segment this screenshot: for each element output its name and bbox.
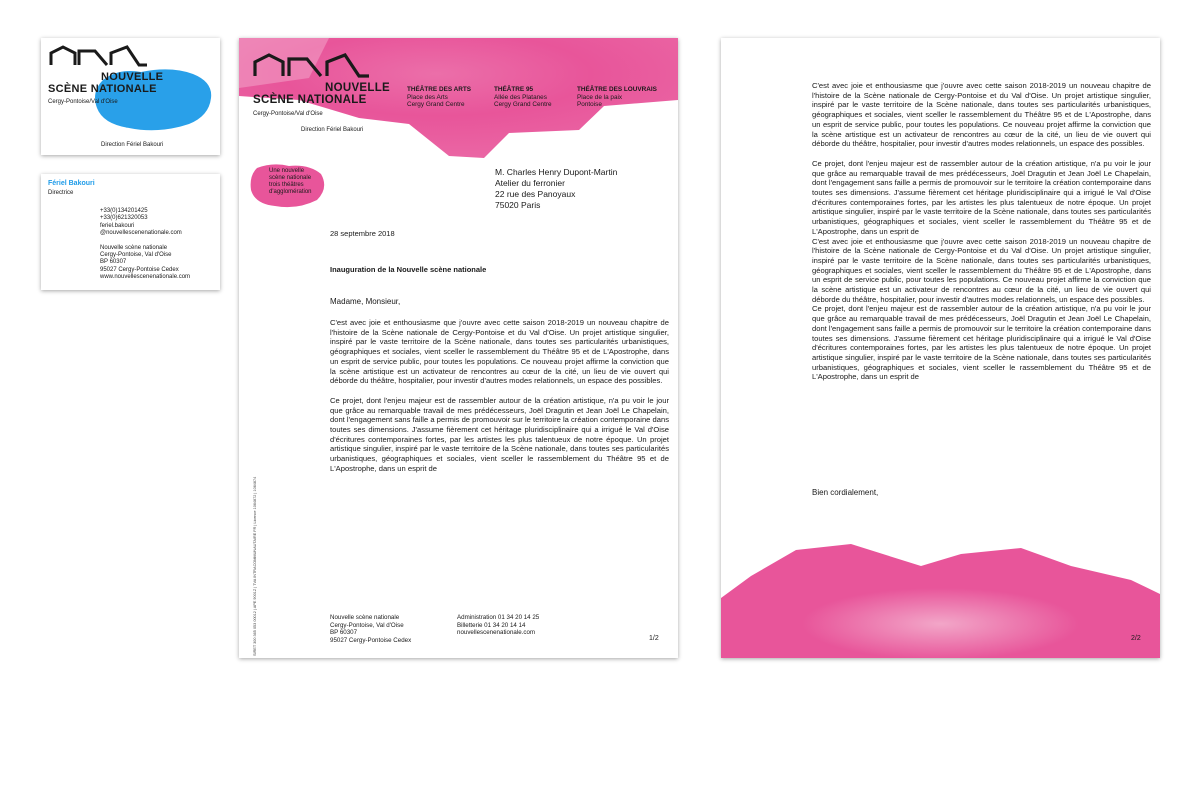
venue-2-line1: Allée des Platanes <box>494 93 547 101</box>
card-addr4: 95027 Cergy-Pontoise Cedex <box>100 266 179 273</box>
card-addr1: Nouvelle scène nationale <box>100 244 168 251</box>
logo-icon <box>253 50 383 80</box>
letter-brand-line2: SCÈNE NATIONALE <box>253 94 367 106</box>
logo-icon <box>49 43 169 71</box>
letter-brand-line1: NOUVELLE <box>325 82 391 94</box>
card-email-domain: @nouvellescenenationale.com <box>100 230 182 237</box>
card-brand-line2: SCÈNE NATIONALE <box>48 83 157 95</box>
page2-paragraph-1: C'est avec joie et enthousiasme que j'ouvre avec cette saison 2018-2019 un nouveau chapitre de l'histoire de la Scène nationale de Cergy-Pontoise et du Val d'Oise. Un projet artistique singulier, inspiré par le vaste territoire de la Scène nationale, dans toutes ses particularités urbanistiques, géographiques et sociales, vient sceller le rassemblement du Théâtre 95 et de L'Apostrophe, dans un esprit de service public, pour toutes les populations. Ce nouveau projet affirme la conviction que la scène artistique est un activateur de rencontres au cœur de la cité, un lieu de vie ouvert qui déborde du théâtre, hospitalier, pour investir d'autres modes relationnels, un espace des possibles. <box>812 81 1151 149</box>
letter-body-page1 <box>330 318 669 484</box>
venue-3-line2: Pontoise <box>577 101 602 109</box>
letter-closing: Bien cordialement, <box>812 488 879 497</box>
card-email-user: feriel.bakouri <box>100 222 135 229</box>
venue-1 <box>407 86 471 109</box>
page2-paragraph-2: Ce projet, dont l'enjeu majeur est de rassembler autour de la création artistique, n'a pu voir le jour que grâce au remarquable travail de mes prédécesseurs, Joël Dragutin et Jean Joël Le Chapelain, dont l'engagement sans faille a permis de promouvoir sur le territoire la création contemporaine dans toutes ses dimensions. J'assume fièrement cet héritage pluridisciplinaire qui a irrigué le Val d'Oise d'écritures contemporaines fortes, par les artistes les plus talentueux de notre époque. Un projet artistique singulier, inspiré par le vaste territoire de la Scène nationale, dans toutes ses particularités urbanistiques, géographiques et sociales, vient sceller le rassemblement du Théâtre 95 et de L'Apostrophe, dans un esprit de <box>812 158 1151 236</box>
tagline-line4: d'agglomération <box>269 189 312 195</box>
venue-1-line2: Cergy Grand Centre <box>407 101 465 109</box>
footer-addr1: Nouvelle scène nationale <box>330 614 400 621</box>
page2-paragraph-4: Ce projet, dont l'enjeu majeur est de rassembler autour de la création artistique, n'a pu voir le jour que grâce au remarquable travail de mes prédécesseurs, Joël Dragutin et Jean Joël Le Chapelain, dont l'engagement sans faille a permis de promouvoir sur le territoire la création contemporaine dans toutes ses dimensions. J'assume fièrement cet héritage pluridisciplinaire qui a irrigué le Val d'Oise d'écritures contemporaines fortes, par les artistes les plus talentueux de notre époque. Un projet artistique singulier, inspiré par le vaste territoire de la Scène nationale, dans toutes ses particularités urbanistiques, géographiques et sociales, vient sceller le rassemblement du Théâtre 95 et de L'Apostrophe, dans un esprit de <box>812 304 1151 382</box>
letter-brand-subtitle: Cergy-Pontoise/Val d'Oise <box>253 111 323 117</box>
recipient-address <box>495 167 617 211</box>
card-contacts <box>100 208 190 282</box>
footer-addr3: BP 60307 <box>330 629 358 637</box>
recipient-line3: 22 rue des Panoyaux <box>495 189 576 199</box>
card-phone2: +33(0)621320053 <box>100 215 148 222</box>
letter-page-2 <box>721 38 1160 658</box>
page-number-2: 2/2 <box>1131 635 1141 642</box>
card-phone1: +33(0)134201425 <box>100 208 148 214</box>
footer-contacts <box>457 614 539 637</box>
card-brand-line1: NOUVELLE <box>101 71 164 83</box>
business-card-front <box>41 38 220 155</box>
venue-2 <box>494 86 552 109</box>
venue-2-name: THÉÂTRE 95 <box>494 86 534 93</box>
footer-web: nouvellescenenationale.com <box>457 629 536 637</box>
tagline-line3: trois théâtres <box>269 182 304 188</box>
card-name: Fériel Bakouri <box>48 180 95 187</box>
card-brand-subtitle: Cergy-Pontoise/Val d'Oise <box>48 99 118 105</box>
letter-paragraph-1: C'est avec joie et enthousiasme que j'ouvre avec cette saison 2018-2019 un nouveau chapitre de l'histoire de la Scène nationale de Cergy-Pontoise et du Val d'Oise. Un projet artistique singulier, inspiré par le vaste territoire de la Scène nationale, dans toutes ses particularités urbanistiques, géographiques et sociales, vient sceller le rassemblement du Théâtre 95 et de L'Apostrophe, dans un esprit de service public, pour toutes les populations. Ce nouveau projet affirme la conviction que la scène artistique est un activateur de rencontres au cœur de la cité, un lieu de vie ouvert qui déborde du théâtre, hospitalier, pour investir d'autres modes relationnels, un espace des possibles. <box>330 318 669 386</box>
card-addr2: Cergy-Pontoise, Val d'Oise <box>100 252 172 259</box>
tagline-line2: scène nationale <box>269 175 312 181</box>
recipient-line4: 75020 Paris <box>495 200 541 210</box>
recipient-line2: Atelier du ferronier <box>495 178 565 188</box>
tagline <box>269 168 312 196</box>
footer-address <box>330 614 411 644</box>
tagline-line1: Une nouvelle <box>269 168 305 174</box>
letter-page-1 <box>239 38 678 658</box>
venue-1-name: THÉÂTRE DES ARTS <box>407 86 472 93</box>
card-role: Directrice <box>48 190 74 196</box>
pink-footer-blob <box>721 518 1160 658</box>
page2-paragraph-3: C'est avec joie et enthousiasme que j'ouvre avec cette saison 2018-2019 un nouveau chapitre de l'histoire de la Scène nationale de Cergy-Pontoise et du Val d'Oise. Un projet artistique singulier, inspiré par le vaste territoire de la Scène nationale, dans toutes ses particularités urbanistiques, géographiques et sociales, vient sceller le rassemblement du Théâtre 95 et de L'Apostrophe, dans un esprit de service public, pour toutes les populations. Ce nouveau projet affirme la conviction que la scène artistique est un activateur de rencontres au cœur de la cité, un lieu de vie ouvert qui déborde du théâtre, hospitalier, pour investir d'autres modes relationnels, un espace des possibles. <box>812 236 1151 304</box>
venue-3-line1: Place de la paix <box>577 93 623 101</box>
footer-billetterie: Billetterie 01 34 20 14 14 <box>457 621 526 629</box>
recipient-line1: M. Charles Henry Dupont-Martin <box>495 167 618 177</box>
footer-admin: Administration 01 34 20 14 25 <box>457 614 540 621</box>
legal-vertical-text: SIRET 300 365 053 00012 | APE 9001Z | TVA INTRACOMMUNAUTAIRE FR | Licence 1064872 | 1064874 <box>253 476 257 656</box>
letter-direction: Direction Fériel Bakouri <box>301 127 364 133</box>
venue-3 <box>577 86 657 109</box>
card-web: www.nouvellescenenationale.com <box>100 274 191 281</box>
venue-1-line1: Place des Arts <box>407 93 448 101</box>
page-number-1: 1/2 <box>649 635 659 642</box>
business-card-back <box>41 174 220 290</box>
venue-2-line2: Cergy Grand Centre <box>494 101 552 109</box>
letter-date: 28 septembre 2018 <box>330 229 395 238</box>
footer-addr2: Cergy-Pontoise, Val d'Oise <box>330 621 404 629</box>
footer-addr4: 95027 Cergy-Pontoise Cedex <box>330 636 412 644</box>
card-addr3: BP 60307 <box>100 259 127 266</box>
letter-subject: Inauguration de la Nouvelle scène nationale <box>330 265 487 274</box>
letter-body-page2 <box>812 81 1151 392</box>
venue-3-name: THÉÂTRE DES LOUVRAIS <box>577 86 657 93</box>
card-direction: Direction Fériel Bakouri <box>101 142 164 148</box>
letter-paragraph-2: Ce projet, dont l'enjeu majeur est de rassembler autour de la création artistique, n'a pu voir le jour que grâce au remarquable travail de mes prédécesseurs, Joël Dragutin et Jean Joël Le Chapelain, dont l'engagement sans faille a permis de promouvoir sur le territoire la création contemporaine dans toutes ses dimensions. J'assume fièrement cet héritage pluridisciplinaire qui a irrigué le Val d'Oise d'écritures contemporaines fortes, par les artistes les plus talentueux de notre époque. Un projet artistique singulier, inspiré par le vaste territoire de la Scène nationale, dans toutes ses particularités urbanistiques, géographiques et sociales, vient sceller le rassemblement du Théâtre 95 et de L'Apostrophe, dans un esprit de <box>330 395 669 473</box>
letter-salutation: Madame, Monsieur, <box>330 297 401 306</box>
